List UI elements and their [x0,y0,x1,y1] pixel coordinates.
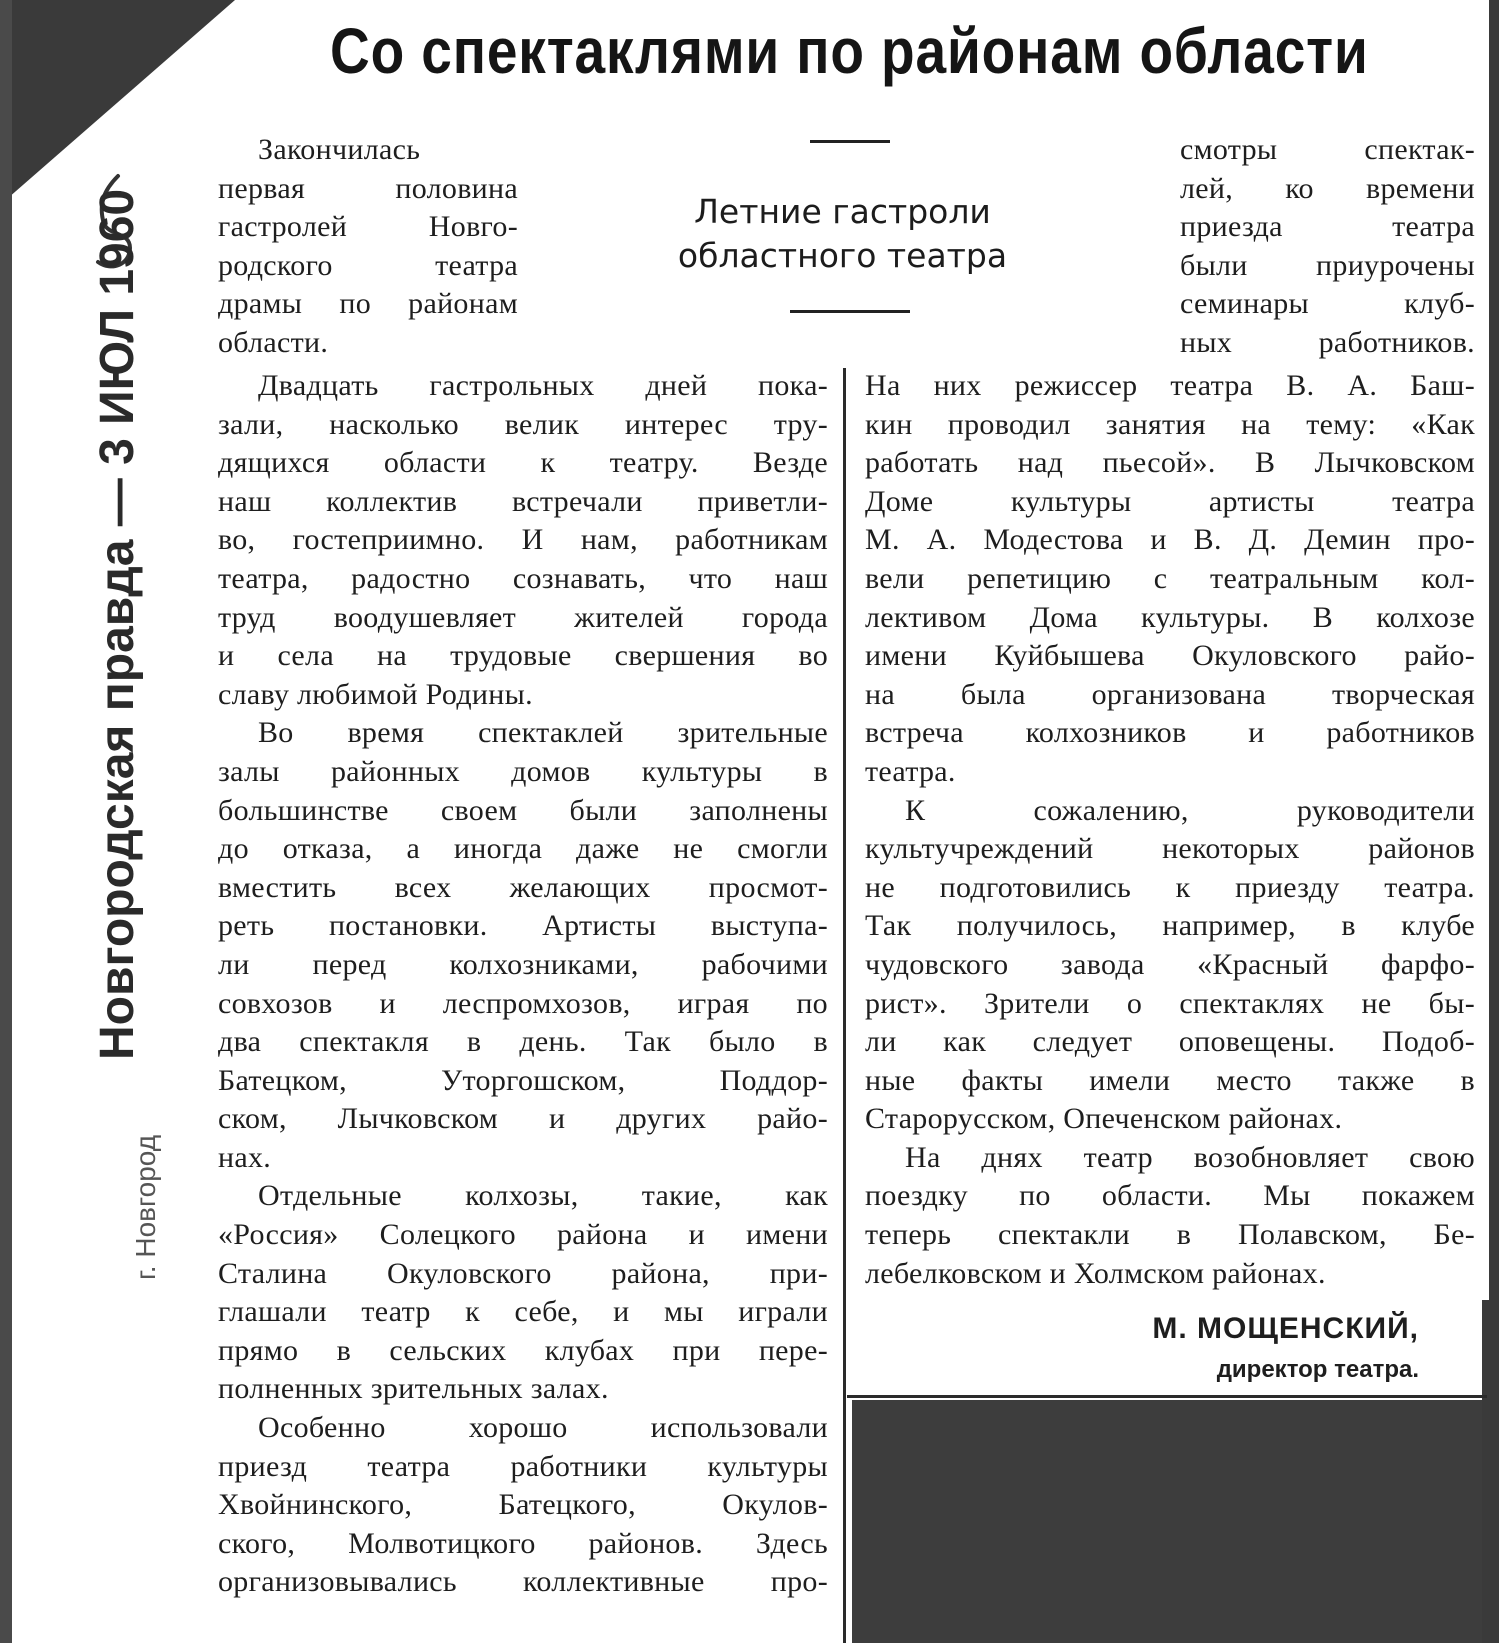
author-role: директор театра. [1216,1356,1419,1383]
text-line: глашали театр к себе, и мы играли [218,1295,828,1329]
text-line: Так получилось, например, в клубе [865,909,1475,943]
text-line: труд воодушевляет жителей города [218,600,828,634]
text-line: театра, радостно сознавать, что наш [218,561,828,595]
text-line: лей, ко времени [1180,171,1475,205]
text-line: залы районных домов культуры в [218,754,828,788]
text-line: наш коллектив встречали приветли- [218,484,828,518]
text-line: реть постановки. Артисты выступа- [218,909,828,943]
text-line: чудовского завода «Красный фарфо- [865,947,1475,981]
text-line: смотры спектак- [1180,133,1475,166]
text-line: рист». Зрители о спектаклях не бы- [865,986,1475,1020]
text-line: театра. [865,754,956,788]
text-line: два спектакля в день. Так было в [218,1025,828,1059]
text-line: М. А. Модестова и В. Д. Демин про- [865,523,1475,557]
column-right-main [865,367,1475,1293]
text-line: Батецком, Уторгошском, Поддор- [218,1063,828,1097]
text-line: совхозов и леспромхозов, играя по [218,986,828,1020]
text-line: ных работников. [1180,325,1475,359]
text-line: Хвойнинского, Батецкого, Окулов- [218,1488,828,1522]
text-line: драмы по районам [218,287,518,321]
text-line: Особенно хорошо использовали [258,1411,828,1445]
text-line: вместить всех желающих просмот- [218,870,828,904]
text-line: Закончилась [258,133,421,166]
text-line: и села на трудовые свершения во [218,639,828,673]
text-line: не подготовились к приезду театра. [865,870,1475,904]
text-line: встреча колхозников и работников [865,716,1475,750]
text-line: работать над пьесой». В Лычковском [865,446,1475,480]
column-left-top [218,131,518,363]
text-line: нах. [218,1140,272,1174]
text-line: К сожалению, руководители [905,793,1475,827]
column-divider [843,368,846,1643]
text-line: вели репетицию с театральным кол- [865,561,1475,595]
scan-background-edge [1482,1300,1499,1643]
text-line: приезд театра работники культуры [218,1449,828,1483]
text-line: Старорусском, Опеченском районах. [865,1102,1343,1136]
text-line: зали, насколько велик интерес тру- [218,407,828,441]
text-line: прямо в сельских клубах при пере- [218,1333,828,1367]
stamp-city: г. Новгород [130,1134,161,1280]
text-line: большинстве своем были заполнены [218,793,828,827]
article-headline: Со спектаклями по районам области [330,15,1369,87]
text-line: ского, Молвотицкого районов. Здесь [218,1526,828,1560]
text-line: дящихся области к театру. Везде [218,446,828,480]
text-line: лебелковском и Холмском районах. [865,1256,1326,1290]
text-line: полненных зрительных залах. [218,1372,609,1406]
text-line: семинары клуб- [1180,287,1475,321]
scan-background-bottom [852,1400,1499,1643]
text-line: Отдельные колхозы, такие, как [258,1179,828,1213]
text-line: приезда театра [1180,210,1475,244]
text-line: Доме культуры артисты театра [865,484,1475,518]
text-line: культучреждений некоторых районов [865,832,1475,866]
newspaper-date-stamp: Новгородская правда — 3 ИЮЛ 1960 [91,188,144,1060]
text-line: славу любимой Родины. [218,677,533,711]
text-line: ли как следует оповещены. Подоб- [865,1025,1475,1059]
text-line: Сталина Окуловского района, при- [218,1256,828,1290]
text-line: имени Куйбышева Окуловского райо- [865,639,1475,673]
subheadline-line-1: Летние гастроли [694,192,991,231]
text-line: «Россия» Солецкого района и имени [218,1218,828,1252]
text-line: родского театра [218,248,518,282]
subheadline-line-2: областного театра [677,236,1008,275]
text-line: кин проводил занятия на тему: «Как [865,407,1475,441]
text-line: гастролей Новго- [218,210,518,244]
scan-background-left [0,0,12,1643]
column-right-top [1180,131,1475,363]
text-line: теперь спектакли в Полавском, Бе- [865,1218,1475,1252]
subhead-rule-bottom [790,310,910,313]
article-subheadline [660,190,1025,278]
column-left-main [218,367,828,1602]
text-line: На них режиссер театра В. А. Баш- [865,369,1475,402]
subhead-rule-top [810,140,890,143]
text-line: организовывались коллективные про- [218,1565,828,1599]
author-signature: М. МОЩЕНСКИЙ, [1152,1312,1419,1345]
text-line: на была организована творческая [865,677,1475,711]
clipping-edge-line [847,1395,1487,1398]
text-line: ском, Лычковском и других райо- [218,1102,828,1136]
text-line: были приурочены [1180,248,1475,282]
text-line: во, гостеприимно. И нам, работникам [218,523,828,557]
text-line: лективом Дома культуры. В колхозе [865,600,1475,634]
text-line: поездку по области. Мы покажем [865,1179,1475,1213]
text-line: ные факты имели место также в [865,1063,1475,1097]
text-line: ли перед колхозниками, рабочими [218,947,828,981]
text-line: до отказа, а иногда даже не смогли [218,832,828,866]
text-line: области. [218,325,329,359]
text-line: Во время спектаклей зрительные [258,716,828,750]
text-line: Двадцать гастрольных дней пока- [258,369,828,402]
text-line: На днях театр возобновляет свою [905,1140,1475,1174]
text-line: первая половина [218,171,518,205]
